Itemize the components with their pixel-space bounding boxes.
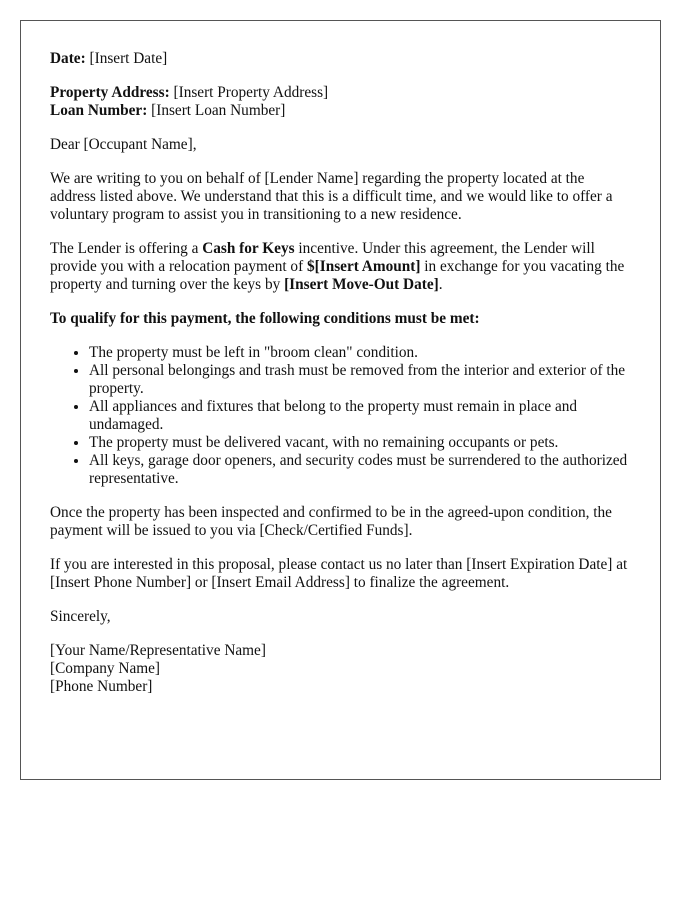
loan-number-value: [Insert Loan Number]	[147, 102, 286, 119]
offer-text-3: in exchange for you vacating the property and turning over the keys by	[50, 258, 625, 293]
signature-phone: [Phone Number]	[50, 678, 153, 695]
condition-item: • All keys, garage door openers, and security codes must be surrendered to the authorized representative.	[89, 452, 631, 488]
date-value: [Insert Date]	[85, 50, 168, 67]
cash-for-keys-term: Cash for Keys	[202, 240, 295, 257]
property-address-value: [Insert Property Address]	[169, 84, 329, 101]
condition-item: • All personal belongings and trash must be removed from the interior and exterior of the property.	[89, 362, 631, 398]
offer-paragraph	[50, 240, 631, 294]
closing: Sincerely,	[50, 608, 111, 625]
condition-item: • The property must be left in "broom clean" condition.	[89, 344, 631, 362]
signature-name: [Your Name/Representative Name]	[50, 642, 266, 659]
letter-page	[20, 20, 661, 780]
contact-paragraph: If you are interested in this proposal, please contact us no later than [Insert Expiration Date] at [Insert Phone Number] or [Insert Email Address] to finalize the agreement.	[50, 556, 628, 591]
conditions-list	[50, 344, 631, 488]
payment-paragraph: Once the property has been inspected and confirmed to be in the agreed-upon condition, the payment will be issued to you via [Check/Certified Funds].	[50, 504, 612, 539]
condition-item: • All appliances and fixtures that belong to the property must remain in place and undamaged.	[89, 398, 631, 434]
property-address-label: Property Address:	[50, 84, 170, 101]
loan-number-line	[50, 102, 631, 120]
relocation-amount: $[Insert Amount]	[307, 258, 421, 275]
conditions-heading-text: To qualify for this payment, the following conditions must be met:	[50, 310, 480, 327]
move-out-date: [Insert Move-Out Date]	[284, 276, 439, 293]
conditions-heading	[50, 310, 631, 328]
loan-number-label: Loan Number:	[50, 102, 148, 119]
salutation: Dear [Occupant Name],	[50, 136, 197, 153]
offer-text-1: The Lender is offering a	[50, 240, 203, 257]
condition-item: • The property must be delivered vacant, with no remaining occupants or pets.	[89, 434, 631, 452]
property-address-line	[50, 84, 631, 102]
date-line	[50, 50, 631, 68]
offer-text-2: incentive. Under this agreement, the Lender will provide you with a relocation payment of	[50, 240, 595, 275]
date-label: Date:	[50, 50, 86, 67]
intro-paragraph: We are writing to you on behalf of [Lender Name] regarding the property located at the address listed above. We understand that this is a difficult time, and we would like to offer a voluntary program to assist you in transitioning to a new residence.	[50, 170, 613, 223]
signature-company: [Company Name]	[50, 660, 161, 677]
offer-text-4: .	[438, 276, 443, 293]
